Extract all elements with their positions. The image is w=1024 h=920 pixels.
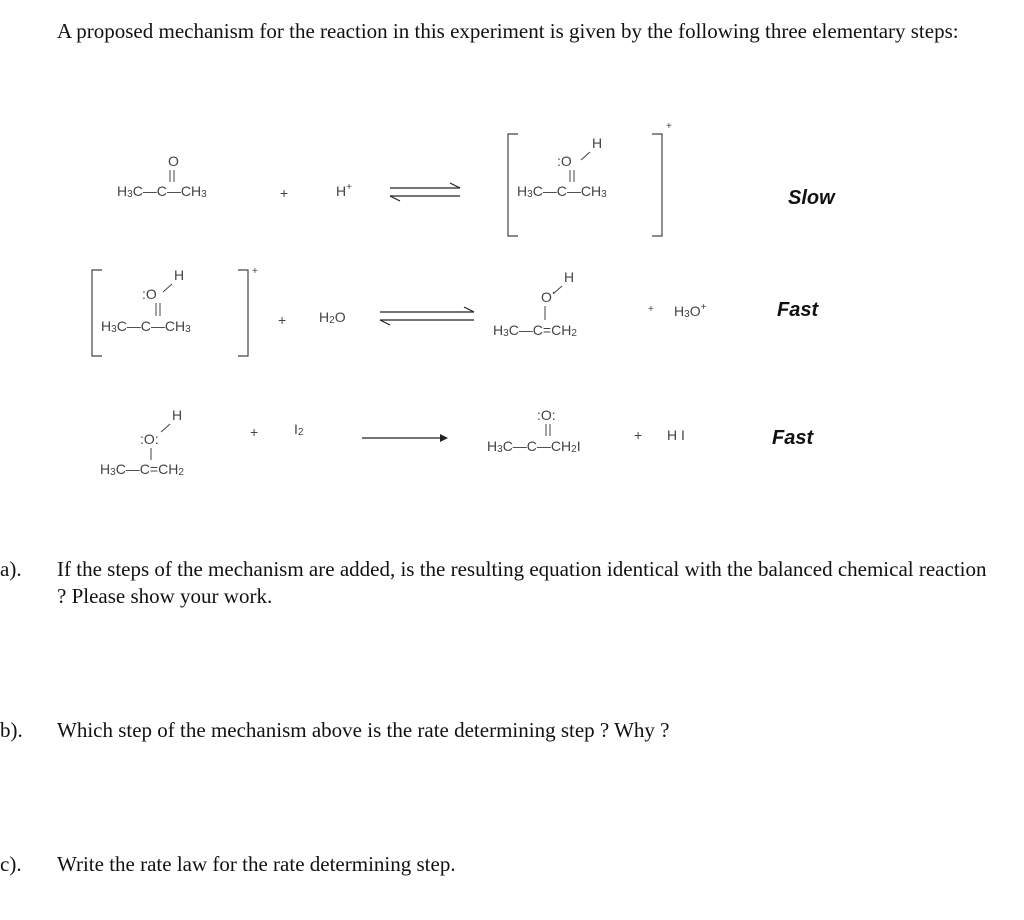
step3-iodine: I2 (294, 421, 304, 438)
step2-product-h: H (564, 269, 575, 285)
step2-plus2: + (648, 304, 654, 315)
question-a (0, 556, 1000, 616)
question-c (0, 851, 1000, 881)
question-a-text: If the steps of the mechanism are added, is the resulting equation identical with the balanced chemical reaction ? Please show your work. (57, 557, 987, 608)
question-c-label: c). (0, 852, 22, 876)
step3 (100, 407, 814, 478)
step3-reactant-enol: H3C—C=CH2 (100, 461, 184, 478)
question-b-label: b). (0, 718, 23, 742)
step3-reactant-oxygen: :O: (140, 431, 159, 447)
step2-reactant-charge: + (252, 266, 258, 277)
step1 (117, 121, 836, 236)
step3-rate: Fast (772, 427, 814, 449)
question-b (0, 717, 1000, 747)
step3-hi: H I (667, 427, 685, 443)
step1-acetone-oxygen: O (168, 153, 179, 169)
step2-product-enol: H3C—C=CH2 (493, 322, 577, 339)
question-a-label: a). (0, 557, 22, 581)
step3-product-oxygen: :O: (537, 407, 556, 423)
intro-text: A proposed mechanism for the reaction in this experiment is given by the following three elementary steps: (57, 19, 959, 43)
step1-plus: + (280, 185, 289, 201)
step1-product-h: H (592, 135, 603, 151)
step2-product-oxygen: O˙ (541, 289, 557, 305)
step2-reactant-oxygen: :O (142, 286, 157, 302)
question-b-text: Which step of the mechanism above is the rate determining step ? Why ? (57, 718, 670, 742)
step1-proton: H+ (336, 182, 352, 199)
step2-hydronium: H3O+ (674, 302, 707, 320)
step2-water: H2O (319, 309, 346, 326)
step2-plus: + (278, 312, 287, 328)
step2-reactant: H3C—C—CH3 (101, 318, 191, 335)
step3-plus: + (250, 424, 259, 440)
step1-product-charge: + (666, 121, 672, 132)
step2-rate: Fast (777, 299, 819, 321)
step3-product: H3C—C—CH2I (487, 438, 581, 455)
step3-reactant-h: H (172, 407, 183, 423)
step2 (92, 266, 819, 356)
question-c-text: Write the rate law for the rate determining step. (57, 852, 456, 876)
step3-plus2: + (634, 427, 643, 443)
step1-product: H3C—C—CH3 (517, 183, 607, 200)
step2-reactant-h: H (174, 267, 185, 283)
step1-product-oxygen: :O (557, 153, 572, 169)
step1-rate: Slow (788, 187, 835, 209)
step1-acetone: H3C—C—CH3 (117, 183, 207, 200)
